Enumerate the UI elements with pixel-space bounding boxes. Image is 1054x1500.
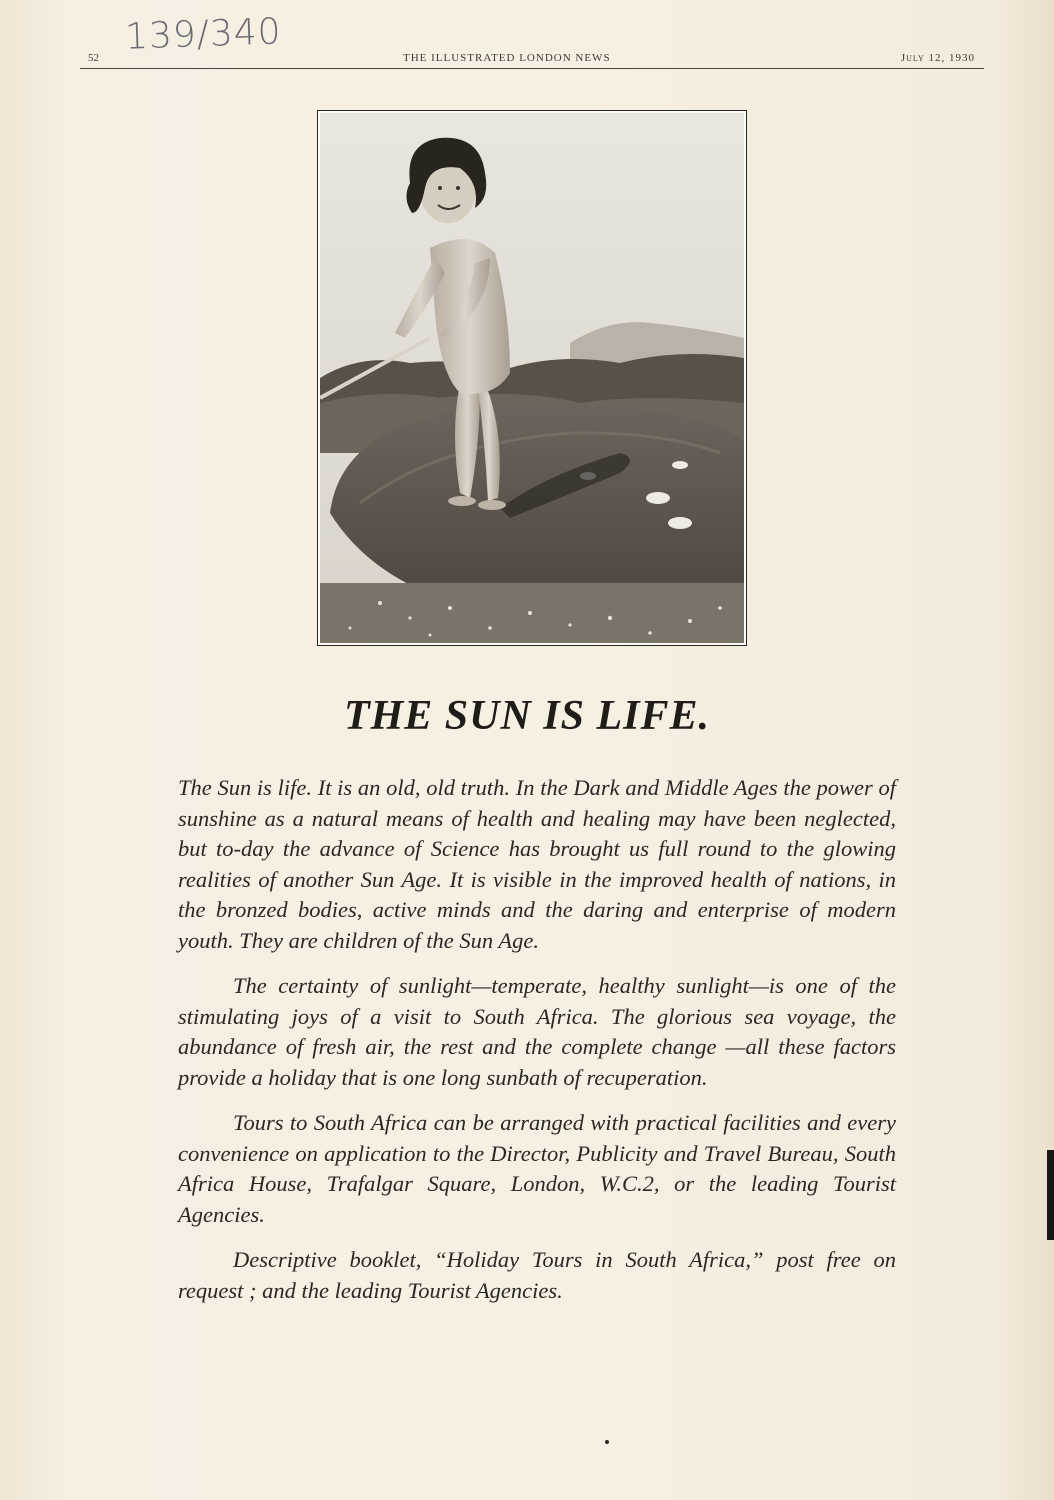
photograph-frame: [317, 110, 747, 646]
child-on-rock-photo: [320, 113, 744, 643]
page-header: [80, 48, 984, 69]
paragraph-tours: Tours to South Africa can be arranged with practical facilities and every convenience on application to the Director, Publicity and Travel Bureau, South Africa House, Trafalgar Square, London, W.C.2, or the leading Tourist Agencies.: [178, 1110, 896, 1227]
advert-headline: THE SUN IS LIFE.: [343, 693, 711, 739]
handwritten-page-note: 139/340: [124, 11, 283, 58]
ornament-dot: [605, 1440, 609, 1444]
advert-body: [178, 773, 896, 1321]
paragraph-certainty-of-sunlight: The certainty of sunlight—temperate, healthy sunlight—is one of the stimulating joys of a visit to South Africa. The glorious sea voyage, the abundance of fresh air, the rest and the complete change —all these factors provide a holiday that is one long sunbath of recuperation.: [178, 973, 896, 1090]
paragraph-booklet: Descriptive booklet, “Holiday Tours in South Africa,” post free on request ; and the leading Tourist Agencies.: [178, 1247, 896, 1303]
publication-title: THE ILLUSTRATED LONDON NEWS: [403, 52, 611, 64]
edge-tab-mark: [1047, 1150, 1054, 1240]
page-number: 52: [88, 52, 99, 64]
issue-date: July 12, 1930: [900, 52, 975, 64]
paragraph-sun-is-life: The Sun is life. It is an old, old truth. In the Dark and Middle Ages the power of sunshine as a natural means of health and healing may have been neglected, but to-day the advance of Science has brought us full round to the glowing realities of another Sun Age. It is visible in the improved health of nations, in the bronzed bodies, active minds and the daring and enterprise of modern youth. They are children of the Sun Age.: [178, 775, 896, 953]
